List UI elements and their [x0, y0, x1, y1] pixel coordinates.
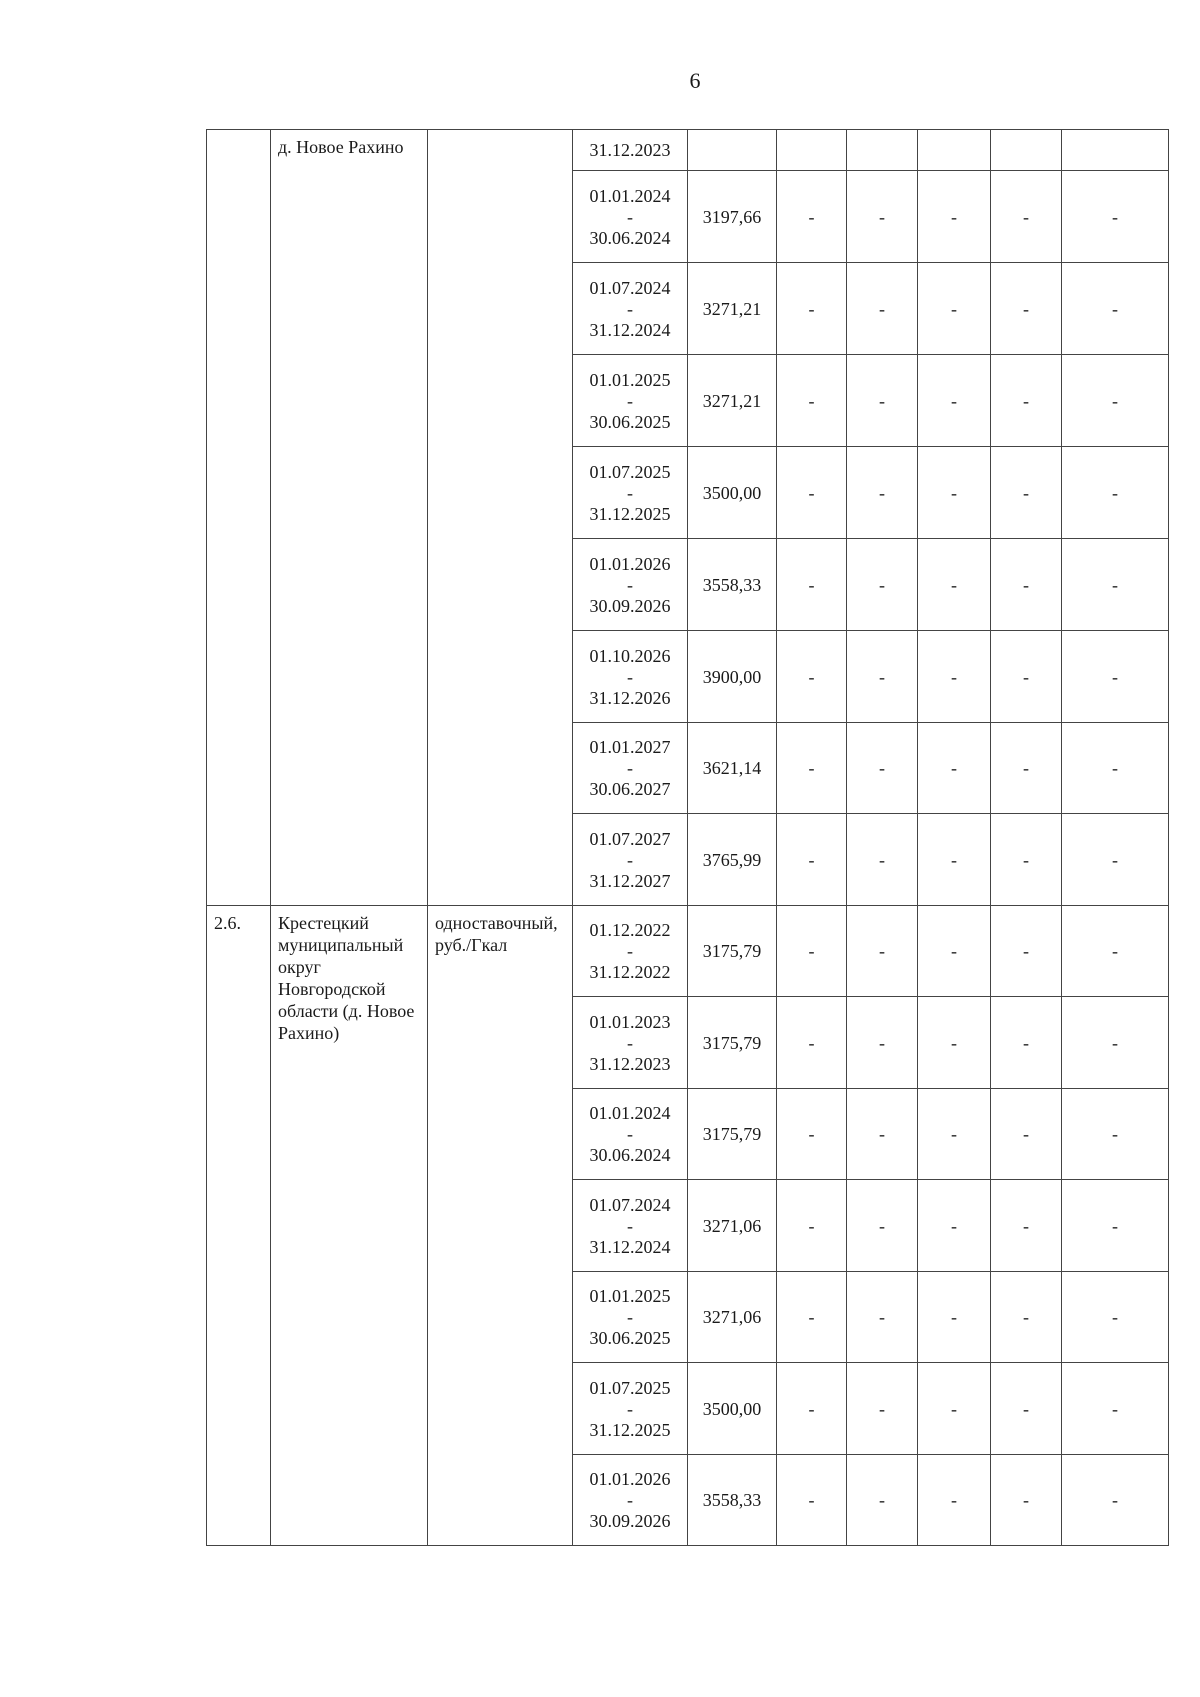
period-separator: - — [627, 206, 633, 227]
table-cell: - — [1062, 1455, 1169, 1546]
table-cell: - — [847, 1089, 918, 1180]
period-from: 31.12.2023 — [589, 140, 671, 160]
period-from: 01.07.2025 — [589, 461, 671, 482]
table-cell: - — [918, 723, 991, 814]
tariff-value: 3621,14 — [688, 723, 777, 814]
period-to: 31.12.2026 — [589, 687, 671, 708]
table-cell: - — [918, 814, 991, 906]
table-cell: - — [777, 355, 847, 447]
period-cell — [573, 1272, 688, 1363]
table-cell: - — [918, 171, 991, 263]
period-to: 30.09.2026 — [589, 595, 671, 616]
period-to: 31.12.2025 — [589, 1419, 671, 1440]
period-to: 30.06.2027 — [589, 779, 671, 799]
table-cell: - — [991, 723, 1062, 814]
period-cell — [573, 539, 688, 631]
table-cell: - — [991, 1272, 1062, 1363]
table-cell: - — [918, 1363, 991, 1455]
period-from: 01.07.2027 — [589, 828, 671, 849]
table-cell: - — [991, 1089, 1062, 1180]
period-separator: - — [627, 758, 633, 778]
table-cell: - — [918, 539, 991, 631]
table-cell: - — [991, 997, 1062, 1089]
period-cell — [573, 814, 688, 906]
period-separator: - — [627, 1215, 633, 1236]
tariff-value: 3175,79 — [688, 997, 777, 1089]
period-from: 01.01.2024 — [589, 185, 671, 206]
period-from: 01.01.2027 — [589, 737, 671, 757]
table-cell: - — [847, 539, 918, 631]
period-to: 31.12.2022 — [589, 962, 671, 982]
period-from: 01.01.2025 — [589, 369, 671, 390]
period-cell — [573, 631, 688, 723]
table-cell: - — [991, 447, 1062, 539]
period-separator: - — [627, 941, 633, 961]
table-cell: - — [777, 723, 847, 814]
table-cell: - — [777, 1272, 847, 1363]
period-to: 30.06.2025 — [589, 411, 671, 432]
period-to: 30.06.2024 — [589, 227, 671, 248]
table-cell: - — [991, 1180, 1062, 1272]
table-cell: - — [1062, 263, 1169, 355]
table-cell: - — [1062, 723, 1169, 814]
period-cell — [573, 723, 688, 814]
table-cell: - — [1062, 171, 1169, 263]
period-from: 01.01.2025 — [589, 1286, 671, 1306]
table-cell: - — [991, 171, 1062, 263]
period-cell — [573, 906, 688, 997]
table-cell: - — [918, 1455, 991, 1546]
table-cell: - — [777, 1363, 847, 1455]
table-cell: - — [847, 355, 918, 447]
period-cell — [573, 1180, 688, 1272]
table-cell: - — [991, 906, 1062, 997]
period-to: 31.12.2024 — [589, 1236, 671, 1257]
tariff-value: 3500,00 — [688, 447, 777, 539]
territory-name: Крестецкий муниципальный округ Новгородской области (д. Новое Рахино) — [271, 906, 428, 1546]
period-separator: - — [627, 1307, 633, 1327]
table-cell — [991, 130, 1062, 171]
period-to: 30.06.2025 — [589, 1328, 671, 1348]
period-to: 31.12.2024 — [589, 319, 671, 340]
period-cell — [573, 171, 688, 263]
period-cell — [573, 263, 688, 355]
table-cell: - — [777, 447, 847, 539]
table-cell: - — [991, 539, 1062, 631]
table-cell: - — [918, 1089, 991, 1180]
table-cell: - — [1062, 1180, 1169, 1272]
table-cell: - — [918, 631, 991, 723]
table-row — [207, 130, 1169, 171]
table-cell: - — [847, 997, 918, 1089]
table-cell: - — [847, 723, 918, 814]
table-cell: - — [777, 1455, 847, 1546]
table-cell: - — [777, 631, 847, 723]
table-cell: - — [847, 631, 918, 723]
table-cell: - — [777, 1180, 847, 1272]
table-cell: - — [847, 814, 918, 906]
table-cell: - — [847, 447, 918, 539]
table-cell: - — [847, 1272, 918, 1363]
period-to: 31.12.2023 — [589, 1053, 671, 1074]
tariff-value: 3175,79 — [688, 1089, 777, 1180]
table-cell: - — [1062, 814, 1169, 906]
table-cell: - — [1062, 997, 1169, 1089]
table-cell — [1062, 130, 1169, 171]
period-cell — [573, 1363, 688, 1455]
tariff-value: 3175,79 — [688, 906, 777, 997]
tariff-value: 3271,06 — [688, 1180, 777, 1272]
tariff-value: 3271,21 — [688, 263, 777, 355]
period-cell — [573, 355, 688, 447]
table-cell: - — [777, 997, 847, 1089]
period-separator: - — [627, 849, 633, 870]
period-from: 01.01.2026 — [589, 553, 671, 574]
period-to: 30.06.2024 — [589, 1145, 671, 1165]
table-cell: - — [777, 814, 847, 906]
tariff-value: 3765,99 — [688, 814, 777, 906]
tariff-value: 3500,00 — [688, 1363, 777, 1455]
page-number: 6 — [689, 68, 701, 93]
tariff-value — [688, 130, 777, 171]
period-cell — [573, 997, 688, 1089]
table-cell: - — [1062, 355, 1169, 447]
tariff-value: 3197,66 — [688, 171, 777, 263]
table-cell — [847, 130, 918, 171]
period-from: 01.07.2024 — [589, 277, 671, 298]
tariff-table — [206, 129, 1169, 1546]
period-separator: - — [627, 1124, 633, 1144]
table-cell: - — [918, 1272, 991, 1363]
tariff-value: 3558,33 — [688, 539, 777, 631]
period-cell — [573, 1089, 688, 1180]
table-cell: - — [847, 171, 918, 263]
table-cell: - — [847, 1455, 918, 1546]
period-separator: - — [627, 1398, 633, 1419]
table-cell: - — [777, 539, 847, 631]
table-cell: - — [847, 263, 918, 355]
period-separator: - — [627, 482, 633, 503]
row-index — [207, 130, 271, 906]
table-cell: - — [991, 1363, 1062, 1455]
period-cell — [573, 447, 688, 539]
tariff-value: 3271,21 — [688, 355, 777, 447]
table-cell: - — [777, 171, 847, 263]
period-cell — [573, 130, 688, 171]
period-from: 01.01.2026 — [589, 1469, 671, 1489]
table-cell: - — [991, 263, 1062, 355]
tariff-value: 3558,33 — [688, 1455, 777, 1546]
period-from: 01.07.2025 — [589, 1377, 671, 1398]
period-separator: - — [627, 666, 633, 687]
period-to: 30.09.2026 — [589, 1511, 671, 1531]
tariff-value: 3900,00 — [688, 631, 777, 723]
table-cell: - — [1062, 1272, 1169, 1363]
period-separator: - — [627, 1032, 633, 1053]
table-cell: - — [918, 447, 991, 539]
tariff-value: 3271,06 — [688, 1272, 777, 1363]
period-separator: - — [627, 574, 633, 595]
period-from: 01.01.2023 — [589, 1011, 671, 1032]
table-cell: - — [1062, 1089, 1169, 1180]
table-cell: - — [991, 1455, 1062, 1546]
table-cell: - — [991, 631, 1062, 723]
table-cell: - — [1062, 1363, 1169, 1455]
period-from: 01.12.2022 — [589, 920, 671, 940]
table-cell: - — [918, 355, 991, 447]
table-cell: - — [1062, 631, 1169, 723]
period-separator: - — [627, 298, 633, 319]
table-cell: - — [847, 1363, 918, 1455]
period-to: 31.12.2027 — [589, 870, 671, 891]
table-cell: - — [777, 1089, 847, 1180]
table-cell: - — [847, 906, 918, 997]
period-from: 01.10.2026 — [589, 645, 671, 666]
period-to: 31.12.2025 — [589, 503, 671, 524]
period-separator: - — [627, 1490, 633, 1510]
period-cell — [573, 1455, 688, 1546]
table-cell: - — [918, 997, 991, 1089]
table-cell: - — [1062, 906, 1169, 997]
period-separator: - — [627, 390, 633, 411]
table-cell: - — [991, 355, 1062, 447]
table-cell: - — [1062, 539, 1169, 631]
tariff-type — [428, 130, 573, 906]
period-from: 01.07.2024 — [589, 1194, 671, 1215]
table-cell: - — [918, 906, 991, 997]
period-from: 01.01.2024 — [589, 1103, 671, 1123]
table-cell: - — [777, 906, 847, 997]
table-cell: - — [847, 1180, 918, 1272]
table-row — [207, 906, 1169, 997]
row-index: 2.6. — [207, 906, 271, 1546]
table-cell — [918, 130, 991, 171]
table-cell — [777, 130, 847, 171]
table-cell: - — [777, 263, 847, 355]
table-cell: - — [918, 263, 991, 355]
table-cell: - — [918, 1180, 991, 1272]
territory-name: д. Новое Рахино — [271, 130, 428, 906]
tariff-type: одноставочный, руб./Гкал — [428, 906, 573, 1546]
table-cell: - — [991, 814, 1062, 906]
table-cell: - — [1062, 447, 1169, 539]
